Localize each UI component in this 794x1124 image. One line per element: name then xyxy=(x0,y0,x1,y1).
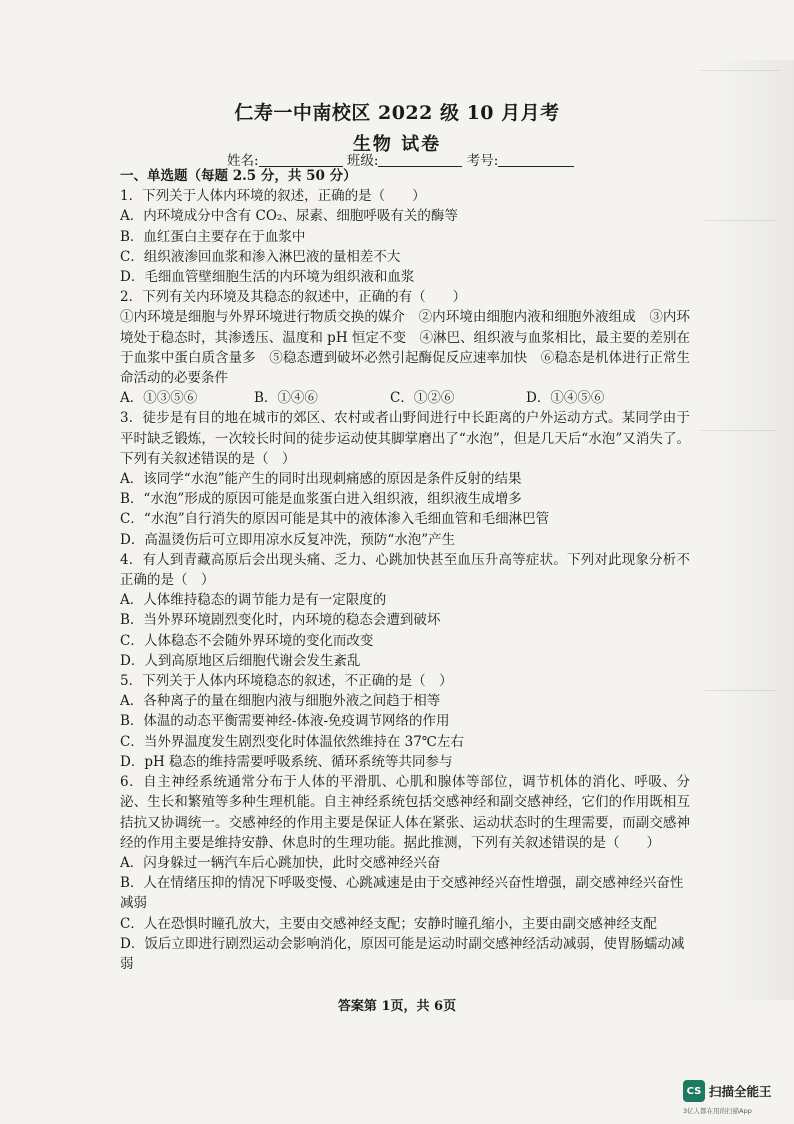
option: D．人到高原地区后细胞代谢会发生紊乱 xyxy=(120,652,361,669)
option: C．人体稳态不会随外界环境的变化而改变 xyxy=(120,632,374,649)
option: B．体温的动态平衡需要神经-体液-免疫调节网络的作用 xyxy=(120,713,450,730)
watermark-app-name: 扫描全能王 xyxy=(709,1084,772,1099)
option: A．闪身躲过一辆汽车后心跳加快，此时交感神经兴奋 xyxy=(120,854,441,871)
class-label: 班级: xyxy=(346,153,379,169)
page-footer: 答案第 1页，共 6页 xyxy=(337,999,457,1014)
option: C．人在恐惧时瞳孔放大，主要由交感神经支配；安静时瞳孔缩小，主要由副交感神经支配 xyxy=(120,915,657,932)
question-stem: 6．自主神经系统通常分布于人体的平滑肌、心肌和腺体等部位，调节机体的消化、呼吸、分泌、生长和繁殖等多种生理机能。自主神经系统包括交感神经和副交感神经，它们的作用既相互拮抗又协调统一。交感神经的作用主要是保证人体在紧张、运动状态时的生理需要，而副交感神经的作用主要是维持安静、休息时的生理功能。据此推测，下列有关叙述错误的是（ ） xyxy=(120,774,690,851)
option: B．血红蛋白主要存在于血浆中 xyxy=(120,228,306,245)
question-stem: 4．有人到青藏高原后会出现头痛、乏力、心跳加快甚至血压升高等症状。下列对此现象分析不正确的是（ ） xyxy=(120,551,690,589)
option: B．当外界环境剧烈变化时，内环境的稳态会遭到破坏 xyxy=(120,612,441,629)
question-stem: 2．下列有关内环境及其稳态的叙述中，正确的有（ ） xyxy=(120,289,467,306)
option: B．“水泡”形成的原因可能是血浆蛋白进入组织液，组织液生成增多 xyxy=(120,491,522,508)
bleed-line xyxy=(700,430,775,431)
choice: A．①③⑤⑥ xyxy=(120,390,198,407)
option: A．各种离子的量在细胞内液与细胞外液之间趋于相等 xyxy=(120,693,441,710)
questions-area xyxy=(120,166,690,974)
exam-no-label: 考号: xyxy=(466,153,499,169)
watermark-tagline: 3亿人都在用的扫描App xyxy=(683,1107,752,1115)
option: D．pH 稳态的维持需要呼吸系统、循环系统等共同参与 xyxy=(120,753,453,770)
scanner-watermark xyxy=(683,1080,772,1102)
question-body: ①内环境是细胞与外界环境进行物质交换的媒介 ②内环境由细胞内液和细胞外液组成 ③内环境处于稳态时，其渗透压、温度和 pH 恒定不变 ④淋巴、组织液与血浆相比，最主要的差别在于血浆中蛋白质含量多 ⑤稳态遭到破坏必然引起酶促反应速率加快 ⑥稳态是机体进行正常生命活动的必要条件 xyxy=(120,309,690,387)
class-blank[interactable] xyxy=(378,152,462,167)
option: D．毛细血管壁细胞生活的内环境为组织液和血浆 xyxy=(120,269,415,286)
bleed-line xyxy=(705,220,775,221)
option: A．该同学“水泡”能产生的同时出现刺痛感的原因是条件反射的结果 xyxy=(120,471,522,488)
question-stem: 3．徒步是有目的地在城市的郊区、农村或者山野间进行中长距离的户外运动方式。某同学由于平时缺乏锻炼，一次较长时间的徒步运动使其脚掌磨出了“水泡”，但是几天后“水泡”又消失了。下列有关叙述错误的是（ ） xyxy=(120,410,690,467)
option: B．人在情绪压抑的情况下呼吸变慢、心跳减速是由于交感神经兴奋性增强，副交感神经兴奋性减弱 xyxy=(120,875,684,912)
name-label: 姓名: xyxy=(227,153,259,169)
option: D．高温烫伤后可立即用凉水反复冲洗，预防“水泡”产生 xyxy=(120,531,456,548)
option: D．饭后立即进行剧烈运动会影响消化，原因可能是运动时副交感神经活动减弱，使胃肠蠕动减弱 xyxy=(120,935,685,972)
exam-title: 仁寿一中南校区 2022 级 10 月月考 xyxy=(234,102,560,124)
choice: C．①②⑥ xyxy=(390,390,455,407)
camscanner-logo-icon: CS xyxy=(683,1080,705,1102)
choice-row xyxy=(120,388,690,408)
option: C．当外界温度发生剧烈变化时体温依然维持在 37℃左右 xyxy=(120,733,464,750)
bleed-line xyxy=(700,70,780,71)
exam-no-blank[interactable] xyxy=(498,152,574,167)
question-stem: 1．下列关于人体内环境的叙述，正确的是（ ） xyxy=(120,188,426,205)
page-bleed-through xyxy=(714,60,794,1000)
name-blank[interactable] xyxy=(259,152,343,167)
option: A．内环境成分中含有 CO₂、尿素、细胞呼吸有关的酶等 xyxy=(120,208,458,225)
exam-subtitle: 生物 试卷 xyxy=(352,134,442,155)
section-heading: 一、单选题（每题 2.5 分，共 50 分） xyxy=(120,168,357,184)
choice: D．①④⑤⑥ xyxy=(526,390,605,407)
option: A．人体维持稳态的调节能力是有一定限度的 xyxy=(120,592,387,609)
question-stem: 5．下列关于人体内环境稳态的叙述，不正确的是（ ） xyxy=(120,673,453,690)
option: C．组织液渗回血浆和渗入淋巴液的量相差不大 xyxy=(120,248,401,265)
bleed-line xyxy=(705,690,775,691)
choice: B．①④⑥ xyxy=(254,390,318,407)
option: C．“水泡”自行消失的原因可能是其中的液体渗入毛细血管和毛细淋巴管 xyxy=(120,511,550,528)
